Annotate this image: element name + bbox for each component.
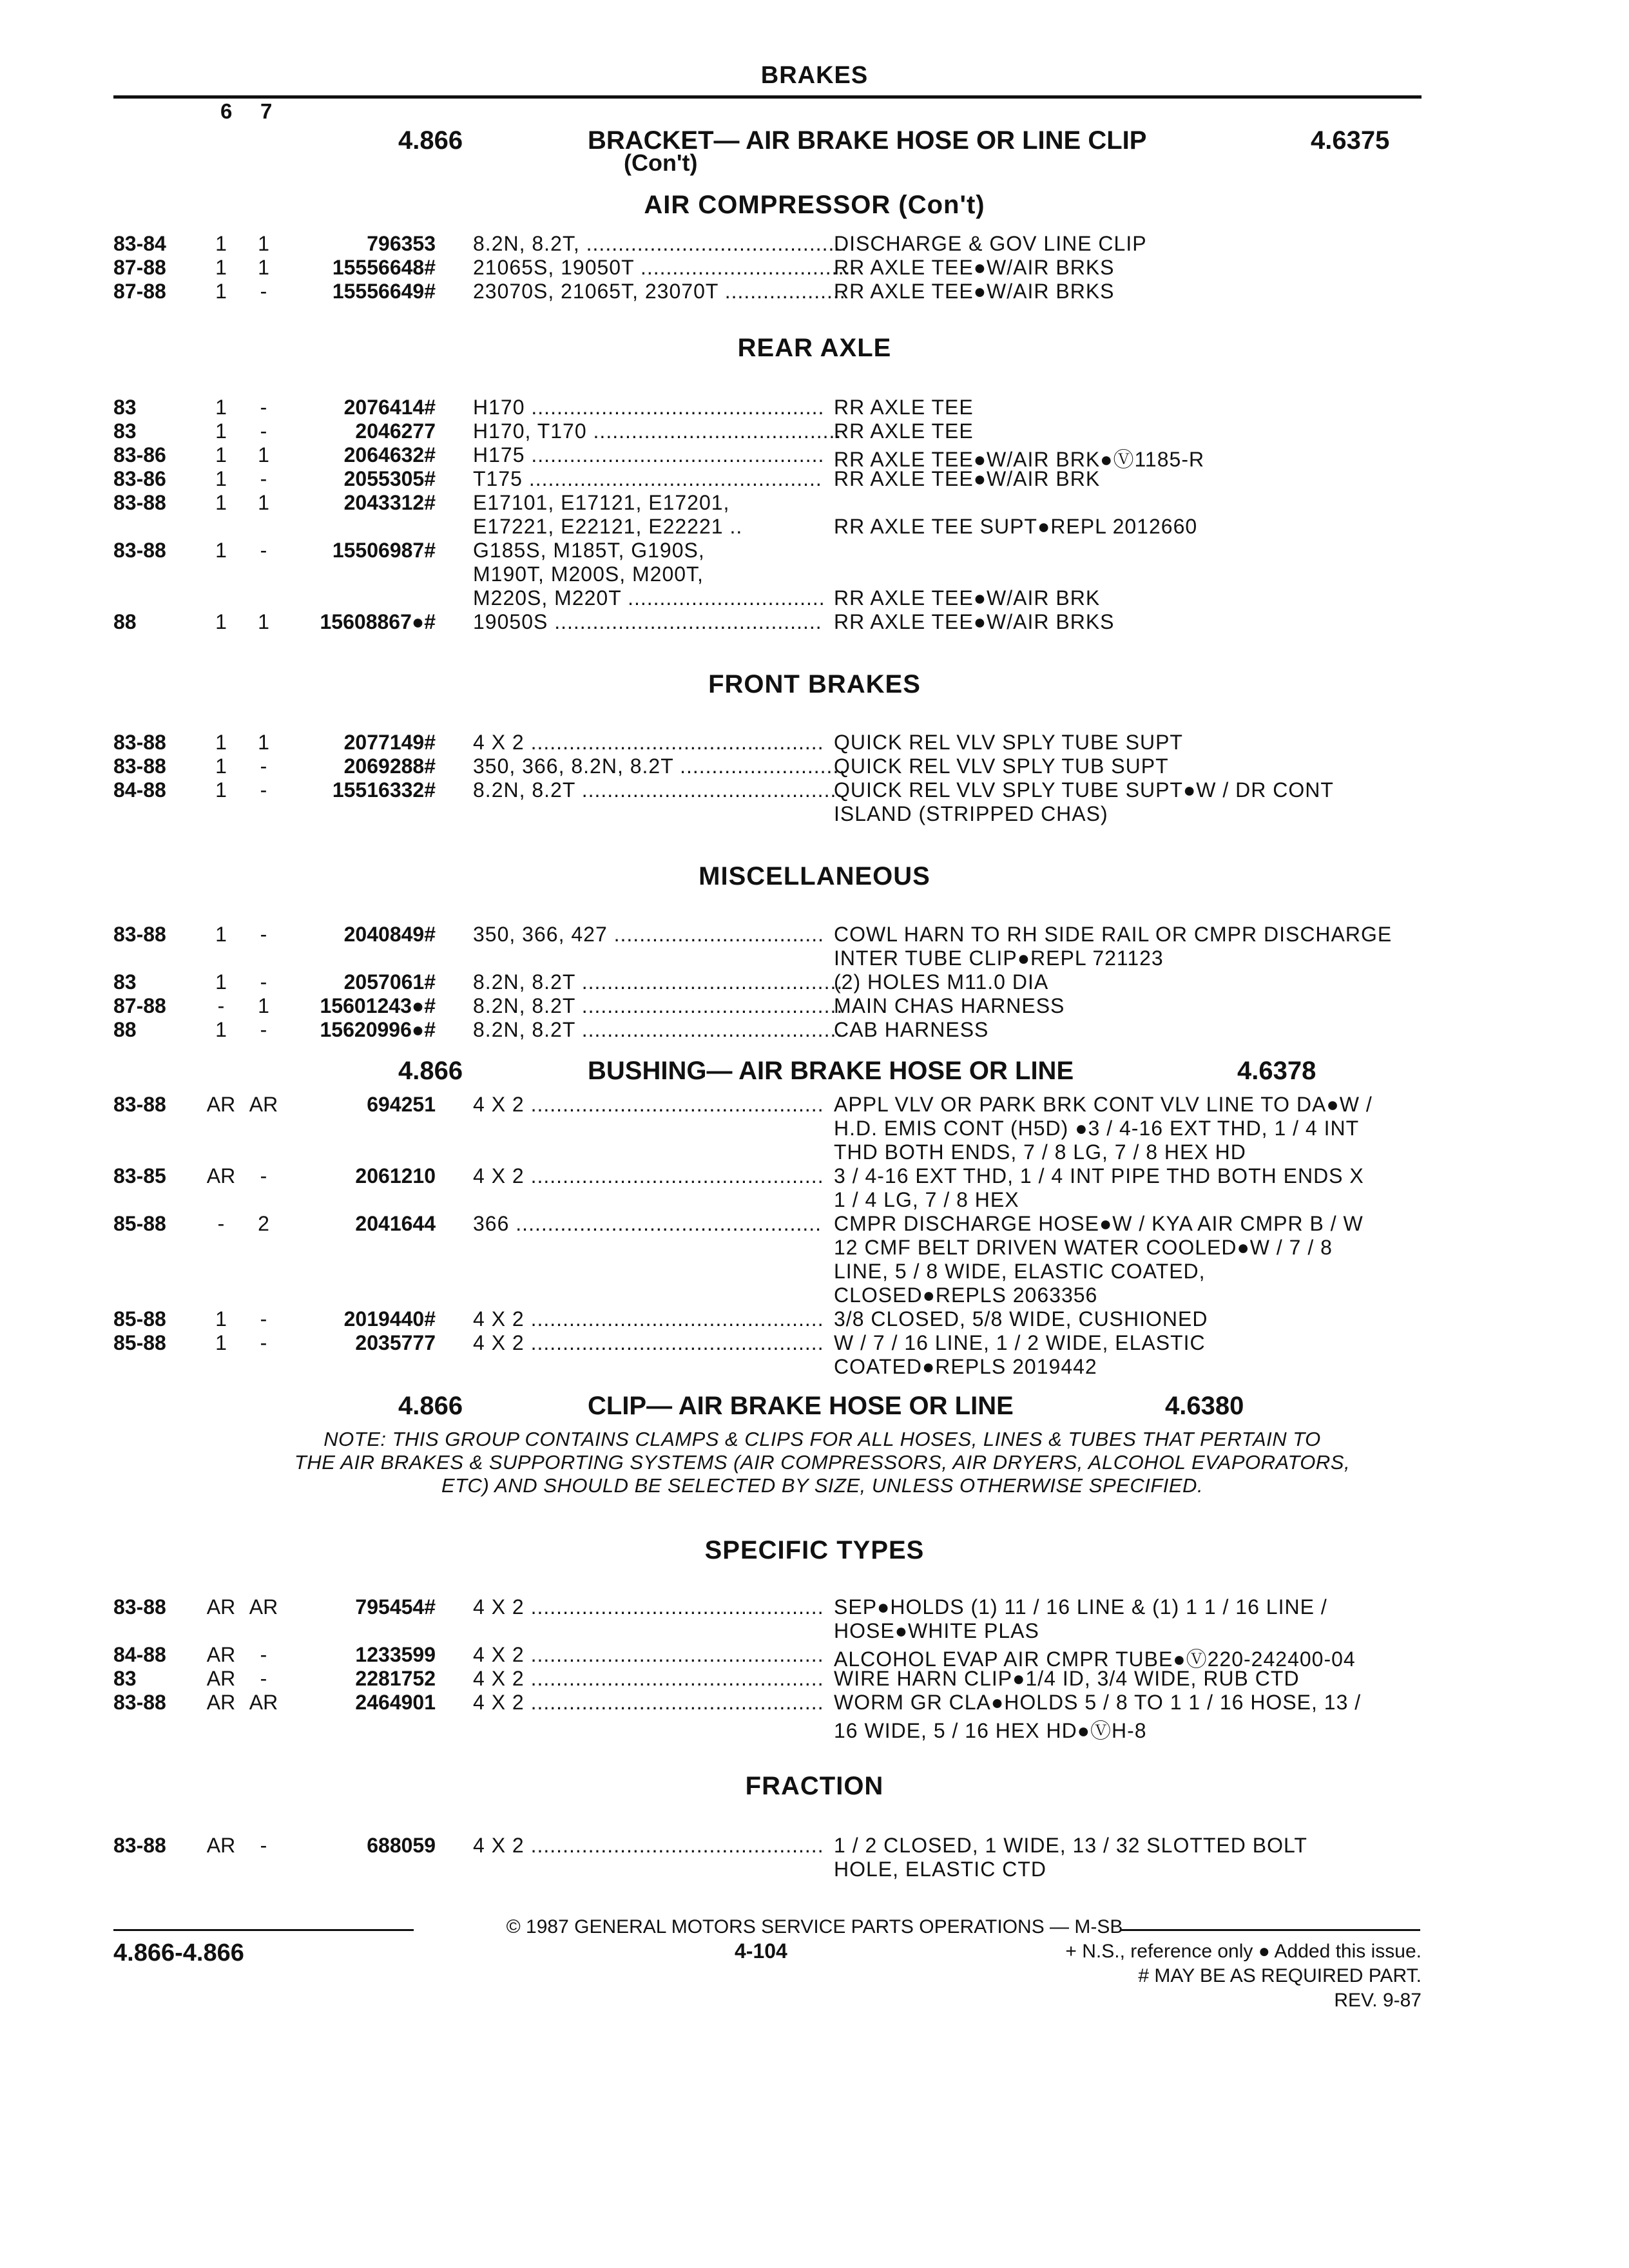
qty-col7: 1 [258, 256, 269, 279]
part-year: 83-88 [113, 539, 166, 562]
table-row [0, 1331, 1629, 1355]
qty-col6: - [217, 1212, 225, 1235]
note-line: NOTE: THIS GROUP CONTAINS CLAMPS & CLIPS FOR ALL HOSES, LINES & TUBES THAT PERTAIN TO [323, 1428, 1321, 1450]
qty-col7: - [260, 280, 267, 303]
part-description: 1 / 4 LG, 7 / 8 HEX [834, 1188, 1019, 1211]
qty-col6: 1 [215, 610, 227, 633]
part-description: 3 / 4-16 EXT THD, 1 / 4 INT PIPE THD BOTH ENDS X [834, 1164, 1364, 1187]
part-description: 16 WIDE, 5 / 16 HEX HD●ⓋH-8 [834, 1719, 1147, 1742]
qty-col6: AR [206, 1667, 236, 1690]
part-description: 1 / 2 CLOSED, 1 WIDE, 13 / 32 SLOTTED BOLT [834, 1834, 1307, 1857]
qty-col6: 1 [215, 280, 227, 303]
qty-col7: 1 [258, 491, 269, 514]
table-row [0, 1260, 1629, 1283]
qty-col7: - [260, 419, 267, 443]
part-year: 87-88 [113, 994, 166, 1017]
part-year: 88 [113, 610, 137, 633]
table-row [0, 396, 1629, 419]
qty-col7: - [260, 970, 267, 994]
qty-col6: AR [206, 1093, 236, 1116]
qty-col6: 1 [215, 491, 227, 514]
qty-col6: 1 [215, 970, 227, 994]
model-application: 4 X 2 .............................................. [473, 1164, 824, 1187]
model-application: H170, T170 ....................................... [473, 419, 842, 443]
part-number: 2046277 [355, 419, 436, 443]
part-year: 83 [113, 1667, 137, 1690]
footer-range: 4.866-4.866 [113, 1939, 244, 1966]
qty-col6: 1 [215, 731, 227, 754]
model-application: 8.2N, 8.2T ......................................... [473, 1018, 843, 1041]
part-description: CLOSED●REPLS 2063356 [834, 1283, 1098, 1307]
part-description: (2) HOLES M11.0 DIA [834, 970, 1049, 994]
part-year: 83-84 [113, 232, 166, 255]
part-year: 85-88 [113, 1331, 166, 1354]
table-row [0, 467, 1629, 491]
part-description: ISLAND (STRIPPED CHAS) [834, 802, 1108, 825]
model-application: 4 X 2 .............................................. [473, 1691, 824, 1714]
table-row [0, 1093, 1629, 1117]
part-number: 15601243●# [320, 994, 436, 1017]
part-description: RR AXLE TEE●W/AIR BRKS [834, 280, 1115, 303]
table-row [0, 1643, 1629, 1671]
part-description: RR AXLE TEE SUPT●REPL 2012660 [834, 515, 1198, 538]
part-description: 3/8 CLOSED, 5/8 WIDE, CUSHIONED [834, 1307, 1208, 1331]
header-rule [113, 95, 1422, 99]
qty-col6: AR [206, 1834, 236, 1857]
part-description: HOLE, ELASTIC CTD [834, 1858, 1046, 1881]
part-description: RR AXLE TEE●W/AIR BRK [834, 467, 1101, 490]
table-row [0, 539, 1629, 562]
qty-col6: 1 [215, 419, 227, 443]
model-application: 8.2N, 8.2T ......................................... [473, 778, 843, 802]
part-number: 1233599 [355, 1643, 436, 1666]
column-header-6: 6 [220, 99, 233, 123]
table-row [0, 923, 1629, 947]
qty-col7: AR [249, 1595, 278, 1619]
model-application: 4 X 2 .............................................. [473, 731, 824, 754]
part-description: RR AXLE TEE●W/AIR BRKS [834, 256, 1115, 279]
qty-col7: - [260, 1667, 267, 1690]
model-application: 4 X 2 .............................................. [473, 1307, 824, 1331]
table-row [0, 778, 1629, 802]
model-application: 366 ................................................ [473, 1212, 822, 1235]
qty-col6: 1 [215, 232, 227, 255]
table-row [0, 1619, 1629, 1643]
table-row [0, 1188, 1629, 1212]
part-description: QUICK REL VLV SPLY TUB SUPT [834, 754, 1169, 778]
qty-col6: AR [206, 1595, 236, 1619]
part-number: 15506987# [332, 539, 436, 562]
model-application: 4 X 2 .............................................. [473, 1595, 824, 1619]
part-year: 87-88 [113, 256, 166, 279]
part-year: 83-86 [113, 443, 166, 466]
table-row [0, 515, 1629, 539]
part-number: 2035777 [355, 1331, 436, 1354]
table-row [0, 970, 1629, 994]
model-application: T175 .............................................. [473, 467, 822, 490]
part-description: HOSE●WHITE PLAS [834, 1619, 1039, 1642]
model-application: H170 .............................................. [473, 396, 825, 419]
section-title-rear-axle: REAR AXLE [737, 334, 892, 362]
part-description: SEP●HOLDS (1) 11 / 16 LINE & (1) 1 1 / 16 LINE / [834, 1595, 1327, 1619]
model-application: M190T, M200S, M200T, [473, 562, 704, 586]
group2-ref: 4.6378 [1237, 1057, 1316, 1085]
table-row [0, 256, 1629, 280]
qty-col7: AR [249, 1691, 278, 1714]
model-application: 4 X 2 .............................................. [473, 1643, 824, 1666]
qty-col6: - [217, 994, 225, 1017]
part-description: DISCHARGE & GOV LINE CLIP [834, 232, 1147, 255]
table-row [0, 491, 1629, 515]
qty-col7: - [260, 1331, 267, 1354]
part-description: WORM GR CLA●HOLDS 5 / 8 TO 1 1 / 16 HOSE, 13 / [834, 1691, 1362, 1714]
part-description: CAB HARNESS [834, 1018, 989, 1041]
part-year: 87-88 [113, 280, 166, 303]
group2-title: BUSHING— AIR BRAKE HOSE OR LINE [588, 1057, 1074, 1085]
qty-col6: AR [206, 1164, 236, 1187]
table-row [0, 1212, 1629, 1236]
qty-col7: 1 [258, 994, 269, 1017]
part-description: RR AXLE TEE●W/AIR BRK [834, 586, 1101, 610]
part-number: 2040849# [343, 923, 436, 946]
part-year: 83 [113, 419, 137, 443]
group1-title: BRACKET— AIR BRAKE HOSE OR LINE CLIP [588, 126, 1147, 155]
part-number: 15516332# [332, 778, 436, 802]
part-number: 688059 [367, 1834, 436, 1857]
qty-col6: 1 [215, 1307, 227, 1331]
model-application: 4 X 2 .............................................. [473, 1331, 824, 1354]
part-year: 84-88 [113, 1643, 166, 1666]
group1-cont: (Con't) [624, 149, 698, 176]
footer-page-number: 4-104 [735, 1939, 787, 1963]
note-line: THE AIR BRAKES & SUPPORTING SYSTEMS (AIR COMPRESSORS, AIR DRYERS, ALCOHOL EVAPORATORS, [294, 1451, 1351, 1474]
part-number: 2055305# [343, 467, 436, 490]
table-row [0, 562, 1629, 586]
part-number: 2041644 [355, 1212, 436, 1235]
part-description: THD BOTH ENDS, 7 / 8 LG, 7 / 8 HEX HD [834, 1140, 1246, 1164]
qty-col7: 2 [258, 1212, 269, 1235]
note-line: ETC) AND SHOULD BE SELECTED BY SIZE, UNLESS OTHERWISE SPECIFIED. [441, 1474, 1204, 1497]
qty-col7: - [260, 396, 267, 419]
part-number: 2057061# [343, 970, 436, 994]
part-number: 795454# [355, 1595, 436, 1619]
part-description: W / 7 / 16 LINE, 1 / 2 WIDE, ELASTIC [834, 1331, 1206, 1354]
table-row [0, 419, 1629, 443]
qty-col7: AR [249, 1093, 278, 1116]
part-year: 83-88 [113, 1093, 166, 1116]
qty-col6: 1 [215, 443, 227, 466]
qty-col6: AR [206, 1691, 236, 1714]
model-application: 350, 366, 8.2N, 8.2T .......................... [473, 754, 846, 778]
table-row [0, 1140, 1629, 1164]
table-row [0, 1858, 1629, 1881]
part-year: 83-85 [113, 1164, 166, 1187]
model-application: G185S, M185T, G190S, [473, 539, 705, 562]
model-application: 23070S, 21065T, 23070T ................... [473, 280, 846, 303]
part-description: RR AXLE TEE●W/AIR BRKS [834, 610, 1115, 633]
part-year: 83-88 [113, 754, 166, 778]
part-number: 694251 [367, 1093, 436, 1116]
model-application: H175 .............................................. [473, 443, 825, 466]
model-application: 8.2N, 8.2T ......................................... [473, 994, 843, 1017]
part-description: INTER TUBE CLIP●REPL 721123 [834, 947, 1164, 970]
part-number: 2019440# [343, 1307, 436, 1331]
table-row [0, 731, 1629, 754]
part-number: 2043312# [343, 491, 436, 514]
part-description: RR AXLE TEE [834, 419, 974, 443]
column-header-7: 7 [260, 99, 273, 123]
qty-col7: - [260, 923, 267, 946]
part-year: 83-88 [113, 491, 166, 514]
qty-col7: 1 [258, 232, 269, 255]
part-description: CMPR DISCHARGE HOSE●W / KYA AIR CMPR B / W [834, 1212, 1364, 1235]
model-application: E17221, E22121, E22221 .. [473, 515, 743, 538]
part-year: 85-88 [113, 1212, 166, 1235]
model-application: 21065S, 19050T .................................. [473, 256, 858, 279]
table-row [0, 1307, 1629, 1331]
part-number: 15556648# [332, 256, 436, 279]
group2-code: 4.866 [398, 1057, 463, 1085]
part-description: COATED●REPLS 2019442 [834, 1355, 1097, 1378]
table-row [0, 610, 1629, 634]
group3-ref: 4.6380 [1165, 1392, 1244, 1420]
part-year: 83-86 [113, 467, 166, 490]
part-year: 83-88 [113, 731, 166, 754]
table-row [0, 802, 1629, 826]
part-year: 83 [113, 970, 137, 994]
page-header-title: BRAKES [760, 62, 869, 89]
part-description: LINE, 5 / 8 WIDE, ELASTIC COATED, [834, 1260, 1206, 1283]
table-row [0, 1715, 1629, 1742]
part-description: MAIN CHAS HARNESS [834, 994, 1065, 1017]
table-row [0, 1018, 1629, 1042]
qty-col6: 1 [215, 1018, 227, 1041]
section-title-miscellaneous: MISCELLANEOUS [699, 862, 930, 890]
table-row [0, 754, 1629, 778]
footer-legend-line: + N.S., reference only ● Added this issue. [1065, 1941, 1422, 1962]
table-row [0, 586, 1629, 610]
qty-col7: - [260, 1643, 267, 1666]
qty-col6: 1 [215, 396, 227, 419]
qty-col7: - [260, 1307, 267, 1331]
part-number: 2281752 [355, 1667, 436, 1690]
part-description: QUICK REL VLV SPLY TUBE SUPT●W / DR CONT [834, 778, 1334, 802]
qty-col7: - [260, 467, 267, 490]
part-number: 2076414# [343, 396, 436, 419]
model-application: 19050S .......................................... [473, 610, 822, 633]
qty-col7: - [260, 778, 267, 802]
part-description: ALCOHOL EVAP AIR CMPR TUBE●Ⓥ220-242400-04 [834, 1648, 1356, 1671]
footer-legend-line: # MAY BE AS REQUIRED PART. [1138, 1965, 1422, 1986]
part-description: RR AXLE TEE [834, 396, 974, 419]
section-title-fraction: FRACTION [745, 1772, 884, 1800]
model-application: 4 X 2 .............................................. [473, 1093, 824, 1116]
table-row [0, 1595, 1629, 1619]
qty-col7: - [260, 1834, 267, 1857]
table-row [0, 1236, 1629, 1260]
part-description: H.D. EMIS CONT (H5D) ●3 / 4-16 EXT THD, 1 / 4 INT [834, 1117, 1360, 1140]
part-number: 2464901 [355, 1691, 436, 1714]
footer-copyright: © 1987 GENERAL MOTORS SERVICE PARTS OPERATIONS — M-SB [506, 1916, 1123, 1937]
table-row [0, 1164, 1629, 1188]
part-year: 83-88 [113, 1595, 166, 1619]
part-description: 12 CMF BELT DRIVEN WATER COOLED●W / 7 / 8 [834, 1236, 1333, 1259]
part-number: 15556649# [332, 280, 436, 303]
table-row [0, 1691, 1629, 1715]
section-title-front-brakes: FRONT BRAKES [708, 670, 921, 698]
footer-legend [1065, 1939, 1422, 2013]
model-application: 8.2N, 8.2T, ......................................... [473, 232, 848, 255]
footer-revision: REV. 9-87 [1334, 1990, 1422, 2011]
qty-col7: - [260, 754, 267, 778]
qty-col6: 1 [215, 539, 227, 562]
part-number: 2069288# [343, 754, 436, 778]
part-year: 83-88 [113, 1691, 166, 1714]
group1-code: 4.866 [398, 126, 463, 155]
model-application: 350, 366, 427 ................................. [473, 923, 825, 946]
group3-code: 4.866 [398, 1392, 463, 1420]
qty-col7: 1 [258, 443, 269, 466]
table-row [0, 443, 1629, 471]
table-row [0, 280, 1629, 303]
qty-col6: 1 [215, 923, 227, 946]
part-number: 15620996●# [320, 1018, 436, 1041]
qty-col6: 1 [215, 1331, 227, 1354]
part-year: 85-88 [113, 1307, 166, 1331]
qty-col6: 1 [215, 467, 227, 490]
table-row [0, 1283, 1629, 1307]
table-row [0, 1834, 1629, 1858]
part-description: APPL VLV OR PARK BRK CONT VLV LINE TO DA●W / [834, 1093, 1373, 1116]
qty-col6: 1 [215, 778, 227, 802]
section-title-specific-types: SPECIFIC TYPES [704, 1536, 925, 1564]
model-application: M220S, M220T ............................... [473, 586, 825, 610]
qty-col6: AR [206, 1643, 236, 1666]
part-description: WIRE HARN CLIP●1/4 ID, 3/4 WIDE, RUB CTD [834, 1667, 1300, 1690]
qty-col7: 1 [258, 731, 269, 754]
part-number: 2061210 [355, 1164, 436, 1187]
part-year: 83-88 [113, 923, 166, 946]
qty-col7: 1 [258, 610, 269, 633]
section-title-air-compressor: AIR COMPRESSOR (Con't) [644, 191, 985, 219]
model-application: 8.2N, 8.2T ......................................... [473, 970, 843, 994]
part-number: 796353 [367, 232, 436, 255]
part-number: 2064632# [343, 443, 436, 466]
part-year: 83 [113, 396, 137, 419]
qty-col7: - [260, 1018, 267, 1041]
part-year: 88 [113, 1018, 137, 1041]
table-row [0, 1667, 1629, 1691]
part-description: QUICK REL VLV SPLY TUBE SUPT [834, 731, 1183, 754]
table-row [0, 947, 1629, 970]
table-row [0, 1117, 1629, 1140]
part-description: COWL HARN TO RH SIDE RAIL OR CMPR DISCHARGE [834, 923, 1393, 946]
model-application: 4 X 2 .............................................. [473, 1667, 824, 1690]
model-application: E17101, E17121, E17201, [473, 491, 730, 514]
group3-note [210, 1428, 1434, 1497]
part-number: 2077149# [343, 731, 436, 754]
model-application: 4 X 2 .............................................. [473, 1834, 824, 1857]
qty-col7: - [260, 539, 267, 562]
part-number: 15608867●# [320, 610, 436, 633]
part-year: 84-88 [113, 778, 166, 802]
table-row [0, 232, 1629, 256]
part-description: RR AXLE TEE●W/AIR BRK●Ⓥ1185-R [834, 448, 1205, 471]
group1-ref: 4.6375 [1311, 126, 1390, 155]
group3-title: CLIP— AIR BRAKE HOSE OR LINE [588, 1392, 1014, 1420]
part-year: 83-88 [113, 1834, 166, 1857]
qty-col6: 1 [215, 256, 227, 279]
table-row [0, 994, 1629, 1018]
qty-col7: - [260, 1164, 267, 1187]
qty-col6: 1 [215, 754, 227, 778]
table-row [0, 1355, 1629, 1379]
